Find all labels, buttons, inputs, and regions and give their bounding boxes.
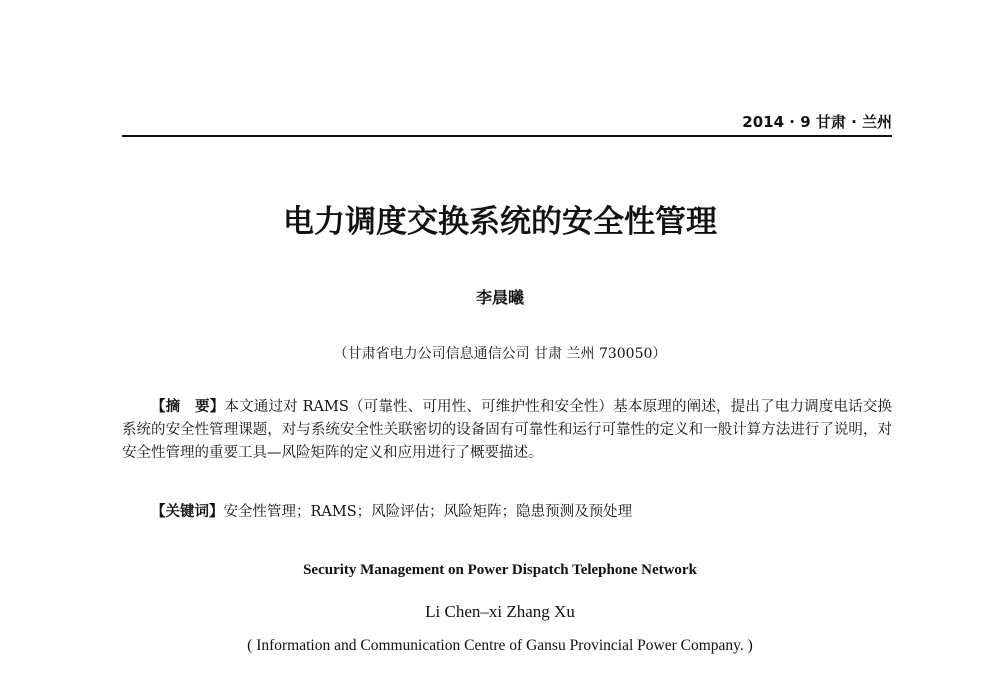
english-title: Security Management on Power Dispatch Telephone Network: [303, 562, 697, 578]
affiliation: （甘肃省电力公司信息通信公司 甘肃 兰州 730050）: [333, 346, 667, 362]
abstract-label: 【摘 要】: [151, 399, 225, 415]
keywords-text: 安全性管理；RAMS；风险评估；风险矩阵；隐患预测及预处理: [223, 504, 633, 520]
abstract: [122, 396, 892, 465]
english-affiliation: ( Information and Communication Centre of Gansu Provincial Power Company. ): [247, 637, 753, 654]
author: 李晨曦: [475, 288, 524, 307]
keywords: [151, 500, 632, 521]
paper-title: 电力调度交换系统的安全性管理: [283, 204, 717, 240]
header-rule: [122, 135, 892, 137]
keywords-label: 【关键词】: [151, 504, 224, 520]
abstract-text: 本文通过对 RAMS（可靠性、可用性、可维护性和安全性）基本原理的阐述，提出了电力调度电话交换系统的安全性管理课题，对与系统安全性关联密切的设备固有可靠性和运行可靠性的定义和一般计算方法进行了说明，对安全性管理的重要工具—风险矩阵的定义和应用进行了概要描述。: [122, 399, 893, 461]
issue-header: 2014 · 9 甘肃 · 兰州: [742, 113, 892, 131]
english-authors: Li Chen–xi Zhang Xu: [425, 602, 575, 621]
